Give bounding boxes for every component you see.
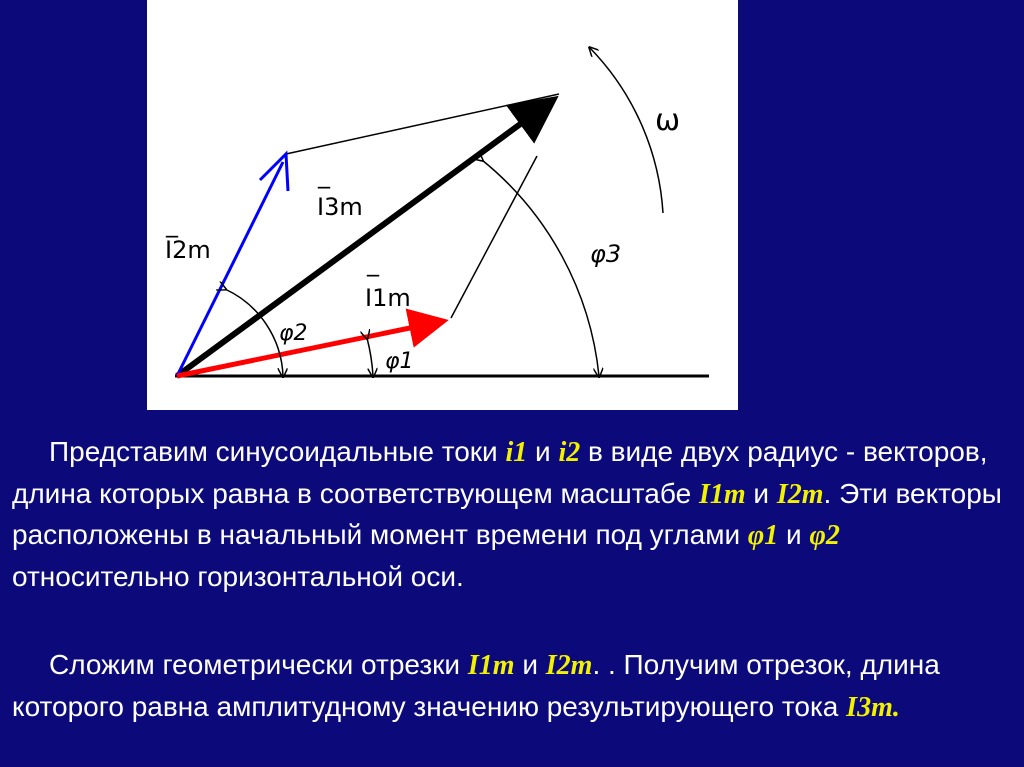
angle-arc-phi1 (367, 338, 373, 376)
p1-term-phi2: φ2 (809, 520, 840, 551)
p1-text-g: относительно горизонтальной оси. (12, 560, 464, 592)
vector-diagram-svg (147, 0, 738, 410)
p2-term-I3m: I3m. (846, 691, 900, 723)
p1-text-a: Представим синусоидальные токи (49, 436, 506, 467)
label-i1m-bar: _ (367, 249, 379, 277)
p2-term-I1m: I1m (467, 650, 515, 681)
vector-i2m (177, 162, 283, 376)
label-i2m: I2m (165, 236, 211, 264)
label-i3m-bar: _ (318, 161, 330, 189)
label-phi2: φ2 (279, 321, 308, 346)
p2-text-b: и (514, 649, 546, 680)
label-i2m-bar: _ (166, 210, 178, 238)
label-phi1: φ1 (385, 349, 414, 374)
p2-text-a: Сложим геометрически отрезки (49, 649, 468, 680)
label-i3m: I3m (317, 193, 363, 221)
p1-term-I1m: I1m (698, 478, 746, 510)
label-phi3: φ3 (590, 240, 622, 268)
p1-term-i1: i1 (505, 437, 528, 468)
p1-text-d: и (745, 477, 777, 509)
angle-arc-phi3 (482, 160, 599, 376)
parallelogram-side-right (451, 156, 537, 318)
label-i1m: I1m (365, 284, 411, 312)
p1-text-f: и (778, 519, 810, 550)
p1-text-c: в виде двух радиус - векторов, длина которых равна в соответствующем масштабе (12, 436, 988, 509)
label-omega: ω (655, 103, 681, 138)
vector-i2m-arrowhead (260, 154, 288, 191)
p1-term-I2m: I2m (776, 478, 824, 510)
vector-diagram (147, 0, 738, 410)
paragraph-1 (12, 432, 1012, 597)
p2-term-I2m: I2m (545, 650, 593, 681)
p1-term-phi1: φ1 (747, 520, 779, 551)
p1-text-e: . Эти векторы расположены в начальный момент времени под углами (12, 477, 1002, 550)
p1-text-b: и (527, 436, 559, 467)
paragraph-2 (12, 645, 1012, 728)
p2-text-c: . . Получим отрезок, длина которого равна амплитудному значению результирующего тока (12, 649, 940, 722)
rotation-arc-omega (590, 48, 663, 213)
p1-term-i2: i2 (558, 437, 581, 468)
